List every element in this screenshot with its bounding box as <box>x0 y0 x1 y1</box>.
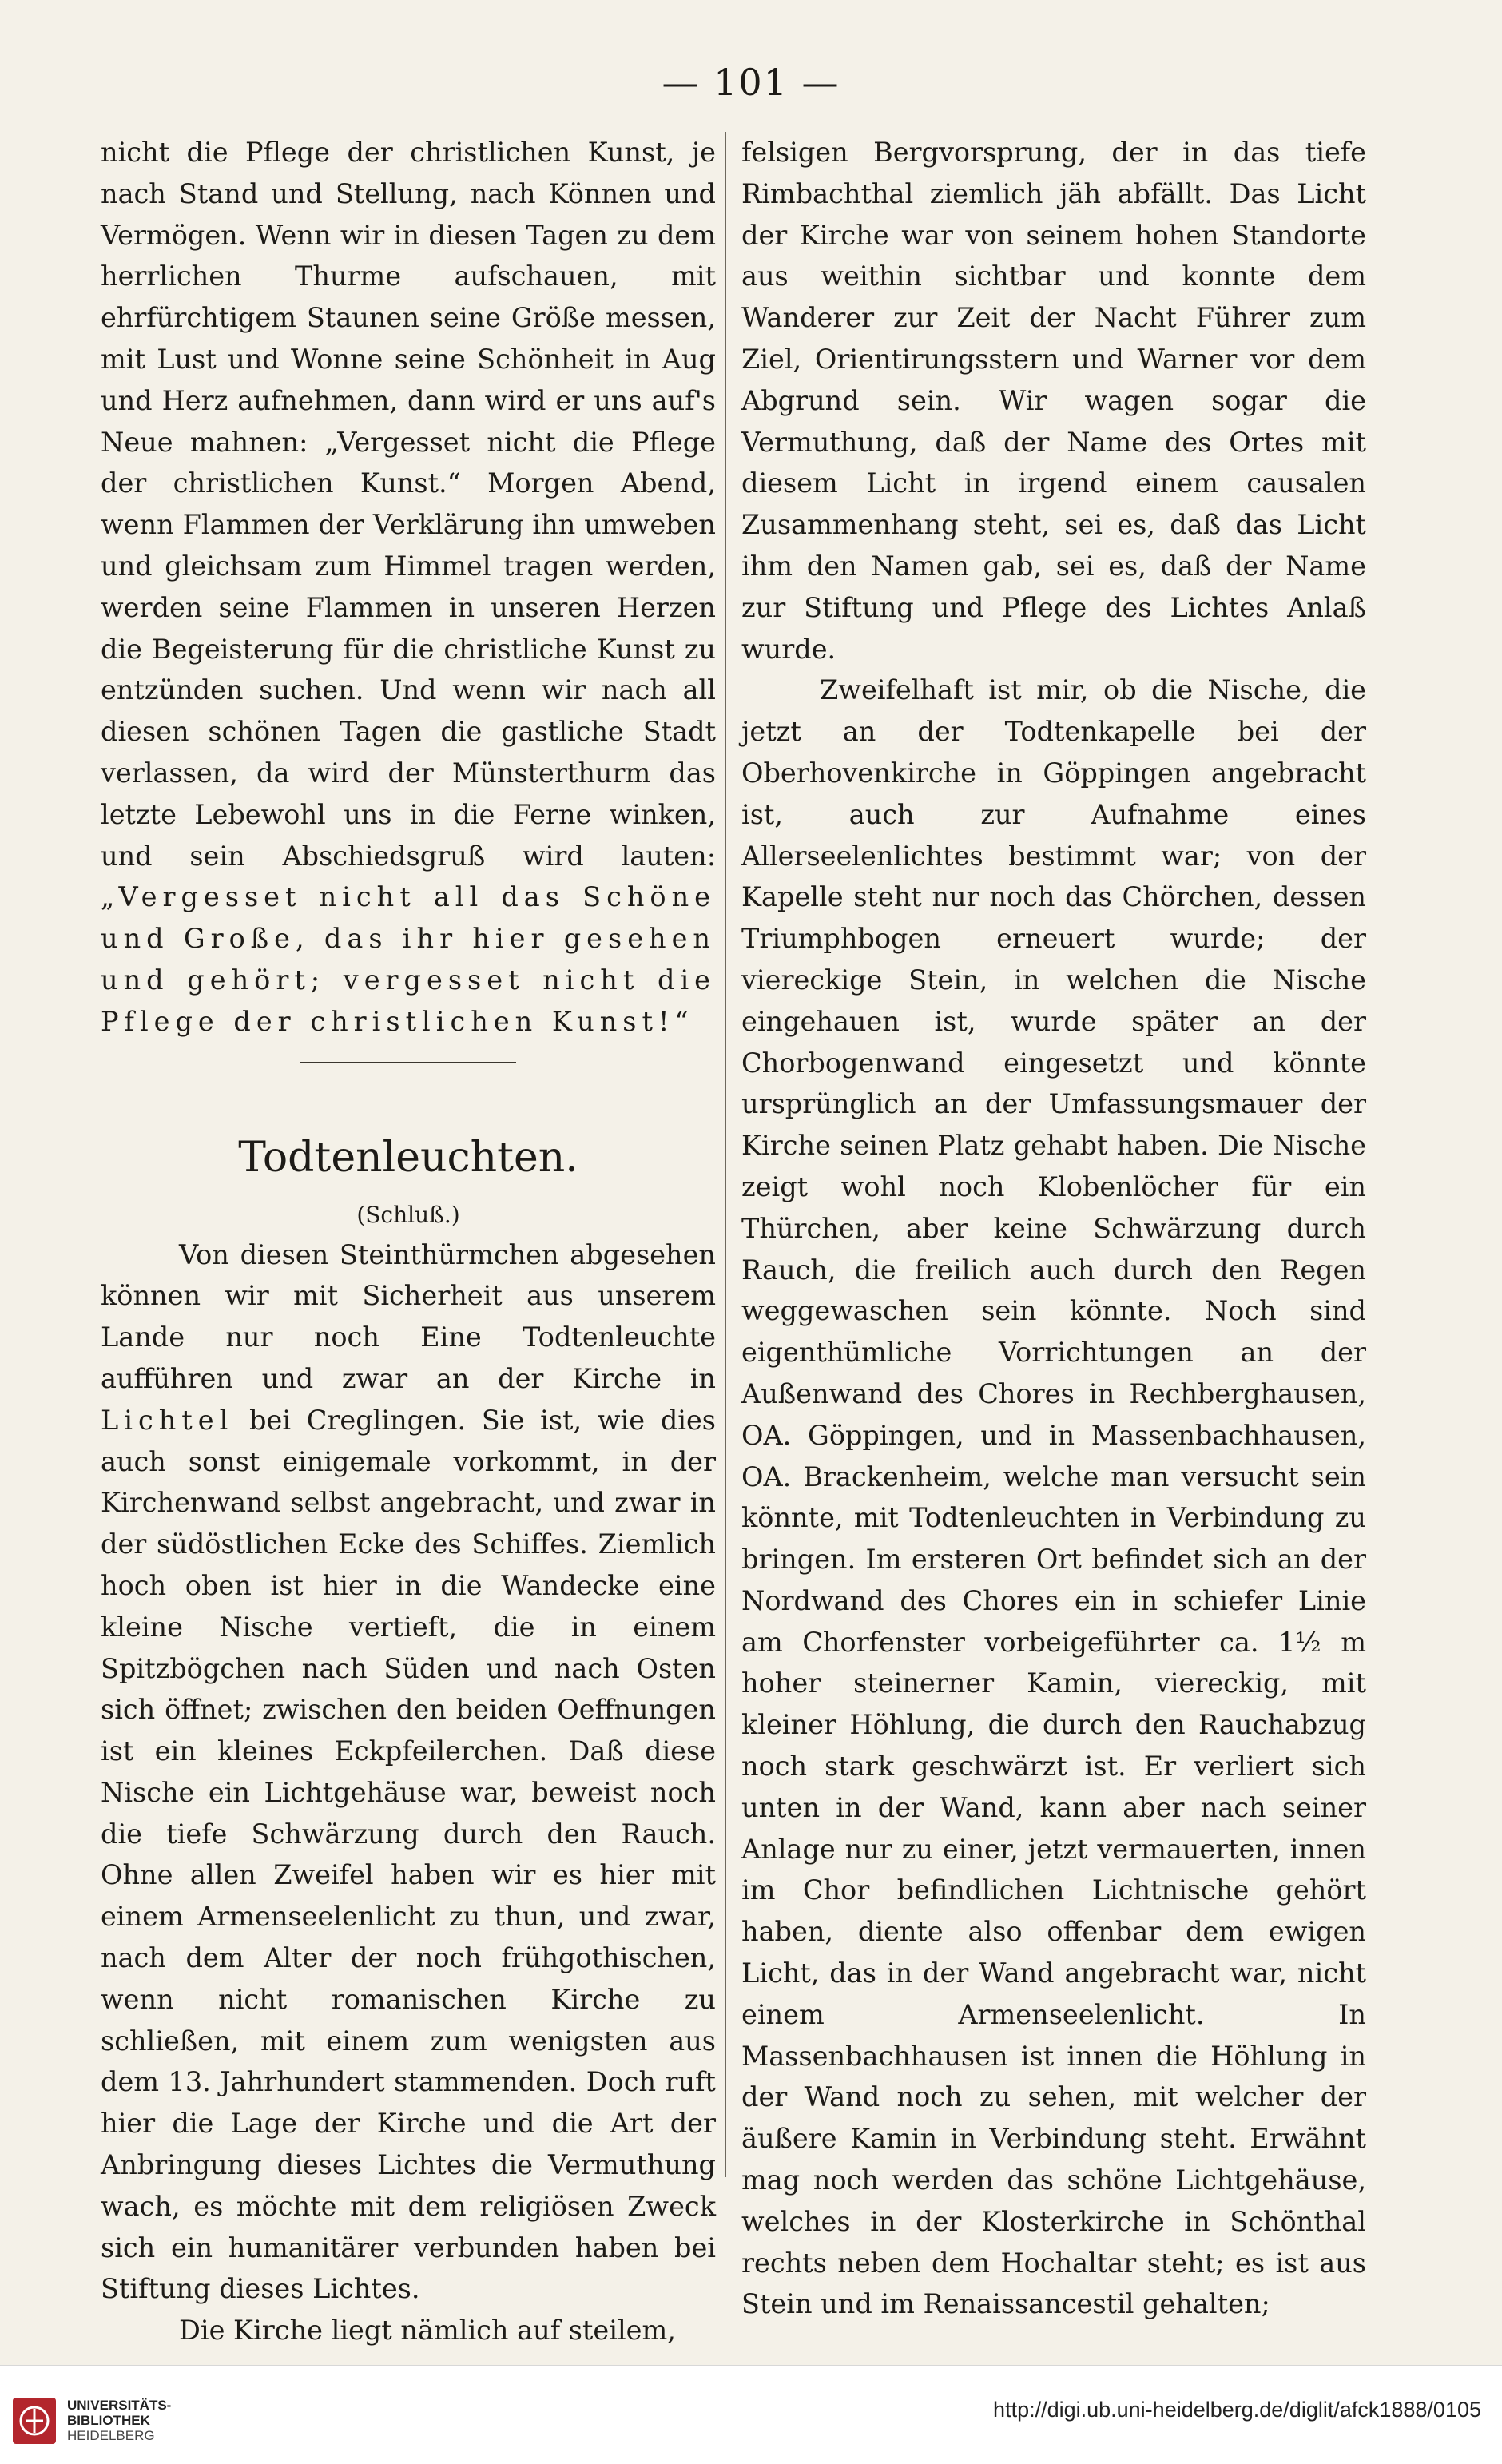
left-column <box>101 132 716 2351</box>
footer-bar <box>0 2365 1502 2464</box>
closing-quote: „Vergesset nicht all das Schöne und Große, das ihr hier gesehen und gehört; vergesset nicht die Pflege der christlichen Kunst!“ <box>101 881 716 1037</box>
paragraph-text: bei Creglingen. Sie ist, wie dies auch sonst einigemale vorkommt, in der Kirchenwand selbst angebracht, und zwar in der südöstlichen Ecke des Schiffes. Ziemlich hoch oben ist hier in die Wandecke eine kleine Nische vertieft, die in einem Spitzbögchen nach Süden und nach Osten sich öffnet; zwischen den beiden Oeffnungen ist ein kleines Eckpfeilerchen. Daß diese Nische ein Lichtgehäuse war, beweist noch die tiefe Schwärzung durch den Rauch. Ohne allen Zweifel haben wir es hier mit einem Armenseelenlicht zu thun, und zwar, nach dem Alter der noch frühgothischen, wenn nicht romanischen Kirche zu schließen, mit einem zum wenigsten aus dem 13. Jahrhundert stammenden. Doch ruft hier die Lage der Kirche und die Art der Anbringung dieses Lichtes die Vermuthung wach, es möchte mit dem religiösen Zweck sich ein humanitärer verbunden haben bei Stiftung dieses Lichtes. <box>101 1404 716 2305</box>
logo-line: BIBLIOTHEK <box>67 2413 150 2428</box>
page-number: — 101 — <box>662 61 840 104</box>
article-heading: Todtenleuchten. <box>238 1133 578 1182</box>
body-paragraph: felsigen Bergvorsprung, der in das tiefe Rimbachthal ziemlich jäh abfällt. Das Licht der Kirche war von seinem hohen Standorte aus weithin sichtbar und konnte dem Wanderer zur Zeit der Nacht Führer zum Ziel, Orientirungsstern und Warner vor dem Abgrund sein. Wir wagen sogar die Vermuthung, daß der Name des Ortes mit diesem Licht in irgend einem causalen Zusammenhang steht, sei es, daß das Licht ihm den Namen gab, sei es, daß der Name zur Stiftung und Pflege des Lichtes Anlaß wurde. <box>741 137 1366 665</box>
section-divider <box>300 1062 516 1063</box>
right-column <box>741 132 1366 2325</box>
place-name-lichtel: Lichtel <box>101 1404 234 1436</box>
logo-line: UNIVERSITÄTS- <box>67 2398 172 2413</box>
article-subheading: (Schluß.) <box>356 1201 460 1228</box>
paragraph-text: Von diesen Steinthürmchen abgesehen können wir mit Sicherheit aus unserem Lande nur noch Eine Todtenleuchte aufführen und zwar an der Kirche in <box>101 1238 716 1394</box>
intro-paragraph <box>101 132 716 1043</box>
body-paragraph: Die Kirche liegt nämlich auf steilem, <box>179 2315 676 2347</box>
seal-icon <box>11 2396 58 2446</box>
body-paragraph <box>101 1234 716 2311</box>
body-paragraph: Zweifelhaft ist mir, ob die Nische, die jetzt an der Todtenkapelle bei der Oberhovenkirche in Göppingen angebracht ist, auch zur Aufnahme eines Allerseelenlichtes bestimmt war; von der Kapelle steht nur noch das Chörchen, dessen Triumphbogen erneuert wurde; der viereckige Stein, in welchen die Nische eingehauen ist, wurde später an der Chorbogenwand eingesetzt und könnte ursprünglich an der Umfassungsmauer der Kirche seinen Platz gehabt haben. Die Nische zeigt wohl noch Klobenlöcher für ein Thürchen, aber keine Schwärzung durch Rauch, die freilich auch durch den Regen weggewaschen sein könnte. Noch sind eigenthümliche Vorrichtungen an der Außenwand des Chores in Rechberghausen, OA. Göppingen, und in Massenbachhausen, OA. Brackenheim, welche man versucht sein könnte, mit Todtenleuchten in Verbindung zu bringen. Im ersteren Ort befindet sich an der Nordwand des Chores ein in schiefer Linie am Chorfenster vorbeigeführter ca. 1½ m hoher steinerner Kamin, viereckig, mit kleiner Höhlung, die durch den Rauchabzug noch stark geschwärzt ist. Er verliert sich unten in der Wand, kann aber nach seiner Anlage nur zu einer, jetzt vermauerten, innen im Chor befindlichen Lichtnische gehört haben, diente also offenbar dem ewigen Licht, das in der Wand angebracht war, nicht einem Armenseelenlicht. In Massenbachhausen ist innen die Höhlung in der Wand noch zu sehen, mit welcher der äußere Kamin in Verbindung steht. Erwähnt mag noch werden das schöne Lichtgehäuse, welches in der Klosterkirche in Schönthal rechts neben dem Hochaltar steht; es ist aus Stein und im Renaissancestil gehalten; <box>741 674 1366 2320</box>
column-rule <box>725 132 726 2177</box>
intro-text: nicht die Pflege der christlichen Kunst, je nach Stand und Stellung, nach Können und Vermögen. Wenn wir in diesen Tagen zu dem herrlichen Thurme aufschauen, mit ehrfürchtigem Staunen seine Größe messen, mit Lust und Wonne seine Schönheit in Aug und Herz aufnehmen, dann wird er uns auf's Neue mahnen: „Vergesset nicht die Pflege der christlichen Kunst.“ Morgen Abend, wenn Flammen der Verklärung ihn umweben und gleichsam zum Himmel tragen werden, werden seine Flammen in unseren Herzen die Begeisterung für die christliche Kunst zu entzünden suchen. Und wenn wir nach all diesen schönen Tagen die gastliche Stadt verlassen, da wird der Münsterthurm das letzte Lebewohl uns in die Ferne winken, und sein Abschiedsgruß wird lauten: <box>101 137 716 872</box>
library-logo[interactable] <box>11 2393 187 2449</box>
logo-text <box>67 2398 171 2443</box>
logo-line: HEIDELBERG <box>67 2428 155 2443</box>
source-url-link[interactable]: http://digi.ub.uni-heidelberg.de/diglit/afck1888/0105 <box>993 2398 1481 2422</box>
